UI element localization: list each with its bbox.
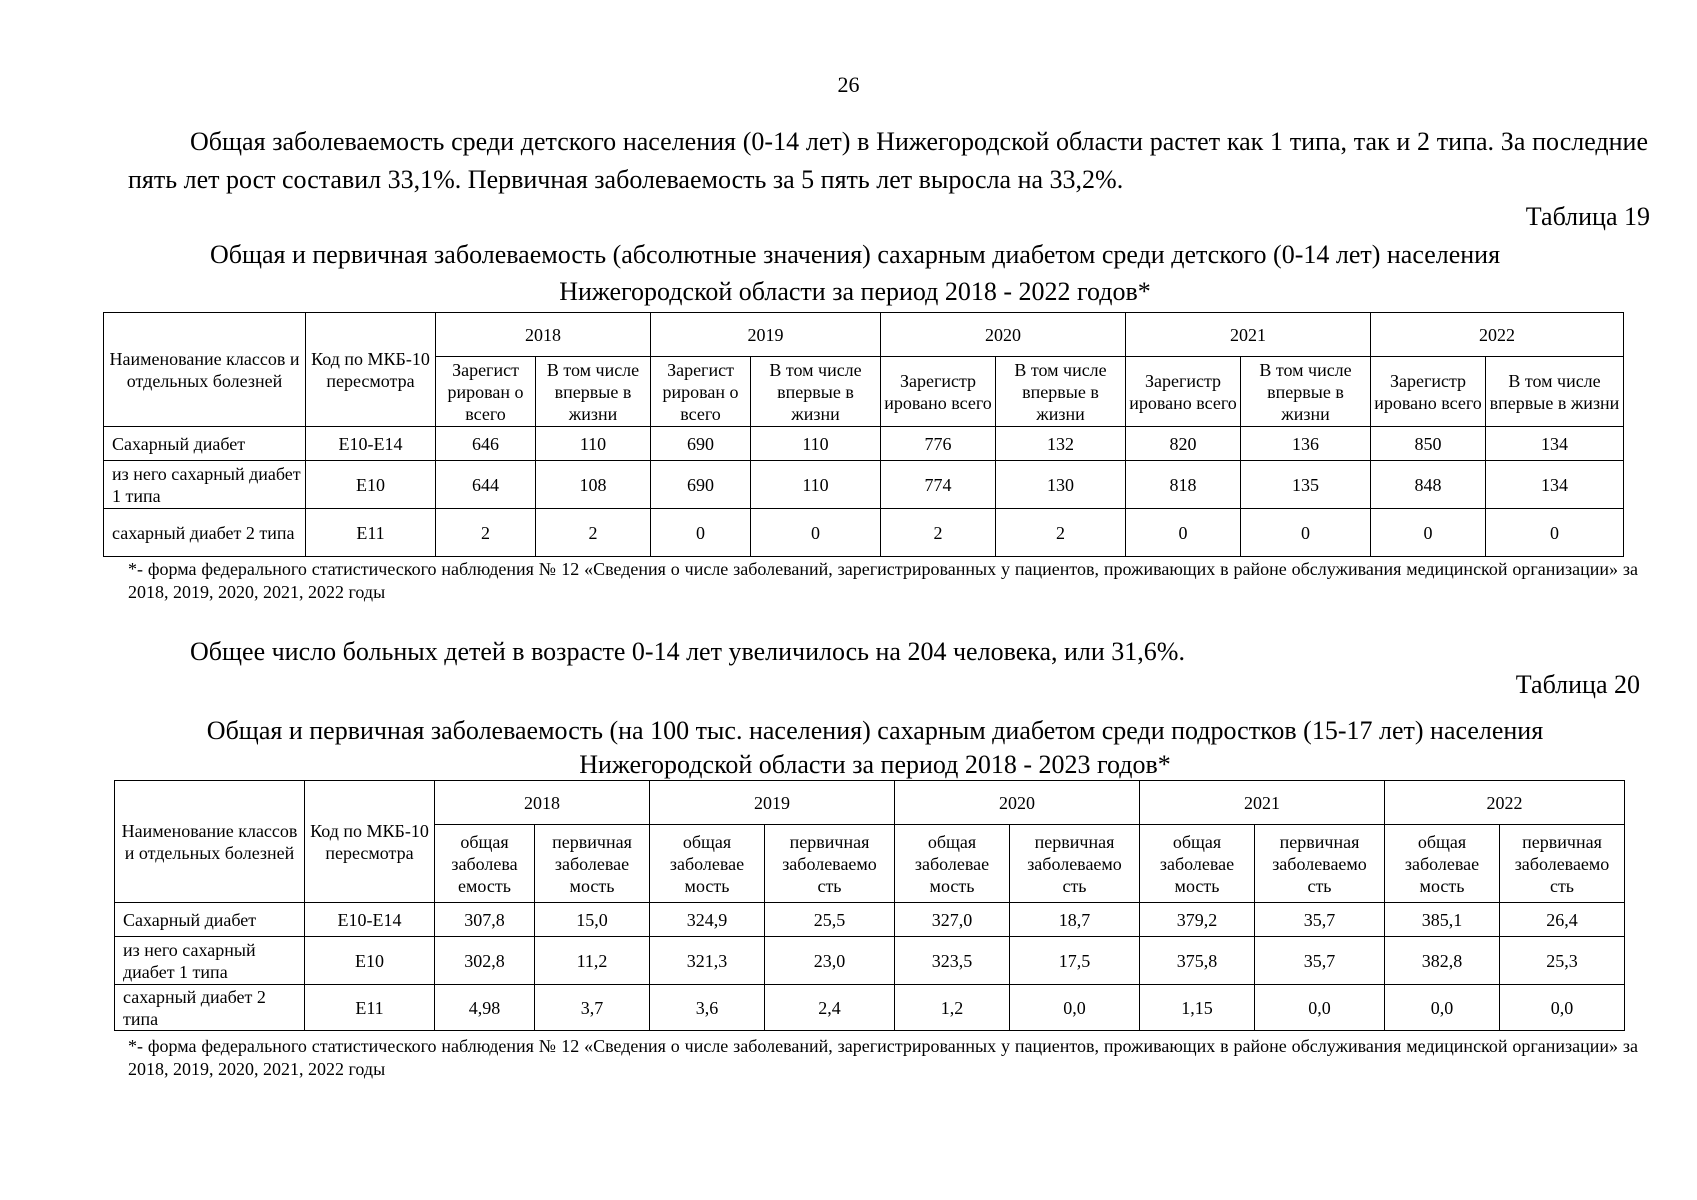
cell: 23,0: [765, 937, 895, 985]
table20-subheader: общая заболева емость: [435, 825, 535, 903]
cell: 646: [436, 427, 536, 461]
cell: 1,2: [895, 985, 1010, 1031]
cell: 385,1: [1385, 903, 1500, 937]
cell: 375,8: [1140, 937, 1255, 985]
cell: 0,0: [1385, 985, 1500, 1031]
cell: 25,3: [1500, 937, 1625, 985]
table19-footnote: *- форма федерального статистического наблюдения № 12 «Сведения о числе заболеваний, зарегистрированных у пациентов, проживающих в районе обслуживания медицинской организации» за 2018, 2019, 2020, 2021, 2022 годы: [128, 559, 1638, 602]
cell: 307,8: [435, 903, 535, 937]
cell: 110: [536, 427, 651, 461]
table19-year-2021: 2021: [1126, 313, 1371, 357]
table-row: [104, 427, 1624, 461]
table20-year-2020: 2020: [895, 781, 1140, 825]
table20-header-name: Наименование классов и отдельных болезней: [115, 781, 305, 903]
table20-year-header-row: [115, 781, 1625, 825]
cell: 776: [881, 427, 996, 461]
intro-paragraph: Общая заболеваемость среди детского населения (0-14 лет) в Нижегородской области растет как 1 типа, так и 2 типа. За последние пять лет рост составил 33,1%. Первичная заболеваемость за 5 пять лет выросла на 33,2%.: [128, 127, 1648, 194]
cell: 136: [1241, 427, 1371, 461]
table19-year-header-row: [104, 313, 1624, 357]
table19-year-2018: 2018: [436, 313, 651, 357]
cell: 134: [1486, 461, 1624, 509]
table20-year-2021: 2021: [1140, 781, 1385, 825]
cell: 11,2: [535, 937, 650, 985]
table19-year-2022: 2022: [1371, 313, 1624, 357]
table-row: [115, 937, 1625, 985]
cell: 2: [436, 509, 536, 557]
cell: 3,7: [535, 985, 650, 1031]
table19-title-line2: Нижегородской области за период 2018 - 2022 годов*: [559, 277, 1151, 306]
cell: 850: [1371, 427, 1486, 461]
row-name: из него сахарный диабет 1 типа: [115, 937, 305, 985]
cell: 323,5: [895, 937, 1010, 985]
row-name: сахарный диабет 2 типа: [115, 985, 305, 1031]
cell: 0,0: [1500, 985, 1625, 1031]
row-code: Е11: [305, 985, 435, 1031]
cell: 35,7: [1255, 903, 1385, 937]
table20-year-2019: 2019: [650, 781, 895, 825]
cell: 690: [651, 427, 751, 461]
cell: 379,2: [1140, 903, 1255, 937]
cell: 0: [751, 509, 881, 557]
cell: 1,15: [1140, 985, 1255, 1031]
cell: 0: [651, 509, 751, 557]
table20-title-line1: Общая и первичная заболеваемость (на 100 тыс. населения) сахарным диабетом среди подростков (15-17 лет) населения: [206, 716, 1544, 745]
table19-subheader: Зарегистр ировано всего: [881, 357, 996, 427]
cell: 382,8: [1385, 937, 1500, 985]
table19-subheader: Зарегистр ировано всего: [1126, 357, 1241, 427]
row-code: Е11: [306, 509, 436, 557]
cell: 2,4: [765, 985, 895, 1031]
cell: 324,9: [650, 903, 765, 937]
cell: 4,98: [435, 985, 535, 1031]
table19-subheader: В том числе впервые в жизни: [536, 357, 651, 427]
table20-footnote: *- форма федерального статистического наблюдения № 12 «Сведения о числе заболеваний, зарегистрированных у пациентов, проживающих в районе обслуживания медицинской организации» за 2018, 2019, 2020, 2021, 2022 годы: [128, 1036, 1638, 1079]
table20: [114, 780, 1625, 1031]
cell: 0: [1126, 509, 1241, 557]
row-name: сахарный диабет 2 типа: [104, 509, 306, 557]
cell: 848: [1371, 461, 1486, 509]
table20-year-2018: 2018: [435, 781, 650, 825]
table19-subheader: В том числе впервые в жизни: [996, 357, 1126, 427]
middle-paragraph: Общее число больных детей в возрасте 0-14 лет увеличилось на 204 человека, или 31,6%.: [190, 637, 1185, 666]
cell: 26,4: [1500, 903, 1625, 937]
cell: 820: [1126, 427, 1241, 461]
cell: 110: [751, 461, 881, 509]
cell: 0: [1486, 509, 1624, 557]
cell: 302,8: [435, 937, 535, 985]
table-row: [104, 509, 1624, 557]
cell: 0,0: [1255, 985, 1385, 1031]
table20-header-code: Код по МКБ-10 пересмотра: [305, 781, 435, 903]
table19-subheader: Зарегистр ировано всего: [1371, 357, 1486, 427]
table19-header-name: Наименование классов и отдельных болезней: [104, 313, 306, 427]
cell: 2: [881, 509, 996, 557]
table-row: [115, 985, 1625, 1031]
cell: 35,7: [1255, 937, 1385, 985]
table20-subheader: первичная заболеваемо сть: [765, 825, 895, 903]
cell: 15,0: [535, 903, 650, 937]
cell: 774: [881, 461, 996, 509]
cell: 18,7: [1010, 903, 1140, 937]
table20-subheader: общая заболевае мость: [895, 825, 1010, 903]
cell: 321,3: [650, 937, 765, 985]
cell: 818: [1126, 461, 1241, 509]
table20-subheader: общая заболевае мость: [1140, 825, 1255, 903]
table19: [103, 312, 1624, 557]
table-row: [104, 461, 1624, 509]
cell: 2: [996, 509, 1126, 557]
table19-subheader: Зарегист рирован о всего: [436, 357, 536, 427]
table20-year-2022: 2022: [1385, 781, 1625, 825]
table19-subheader: В том числе впервые в жизни: [751, 357, 881, 427]
table19-title-line1: Общая и первичная заболеваемость (абсолютные значения) сахарным диабетом среди детского (0-14 лет) населения: [209, 240, 1501, 269]
cell: 644: [436, 461, 536, 509]
cell: 17,5: [1010, 937, 1140, 985]
table20-subheader: первичная заболеваемо сть: [1010, 825, 1140, 903]
table20-subheader: первичная заболеваемо сть: [1500, 825, 1625, 903]
table19-subheader: В том числе впервые в жизни: [1241, 357, 1371, 427]
cell: 134: [1486, 427, 1624, 461]
cell: 0: [1241, 509, 1371, 557]
cell: 130: [996, 461, 1126, 509]
cell: 0,0: [1010, 985, 1140, 1031]
table19-label: Таблица 19: [1525, 202, 1650, 231]
cell: 108: [536, 461, 651, 509]
cell: 110: [751, 427, 881, 461]
table20-label: Таблица 20: [1515, 670, 1640, 699]
table20-subheader: общая заболевае мость: [650, 825, 765, 903]
cell: 327,0: [895, 903, 1010, 937]
cell: 135: [1241, 461, 1371, 509]
table-row: [115, 903, 1625, 937]
page-number: 26: [837, 72, 860, 97]
table19-header-code: Код по МКБ-10 пересмотра: [306, 313, 436, 427]
cell: 2: [536, 509, 651, 557]
cell: 3,6: [650, 985, 765, 1031]
row-code: Е10: [305, 937, 435, 985]
table19-subheader: В том числе впервые в жизни: [1486, 357, 1624, 427]
cell: 690: [651, 461, 751, 509]
table19-year-2019: 2019: [651, 313, 881, 357]
row-code: Е10-Е14: [306, 427, 436, 461]
row-name: Сахарный диабет: [104, 427, 306, 461]
cell: 132: [996, 427, 1126, 461]
row-name: Сахарный диабет: [115, 903, 305, 937]
table19-subheader: Зарегист рирован о всего: [651, 357, 751, 427]
table20-subheader: первичная заболевае мость: [535, 825, 650, 903]
table20-title-line2: Нижегородской области за период 2018 - 2023 годов*: [579, 750, 1171, 779]
table20-subheader: общая заболевае мость: [1385, 825, 1500, 903]
row-name: из него сахарный диабет 1 типа: [104, 461, 306, 509]
cell: 0: [1371, 509, 1486, 557]
table19-year-2020: 2020: [881, 313, 1126, 357]
row-code: Е10-Е14: [305, 903, 435, 937]
row-code: Е10: [306, 461, 436, 509]
table20-subheader: первичная заболеваемо сть: [1255, 825, 1385, 903]
cell: 25,5: [765, 903, 895, 937]
